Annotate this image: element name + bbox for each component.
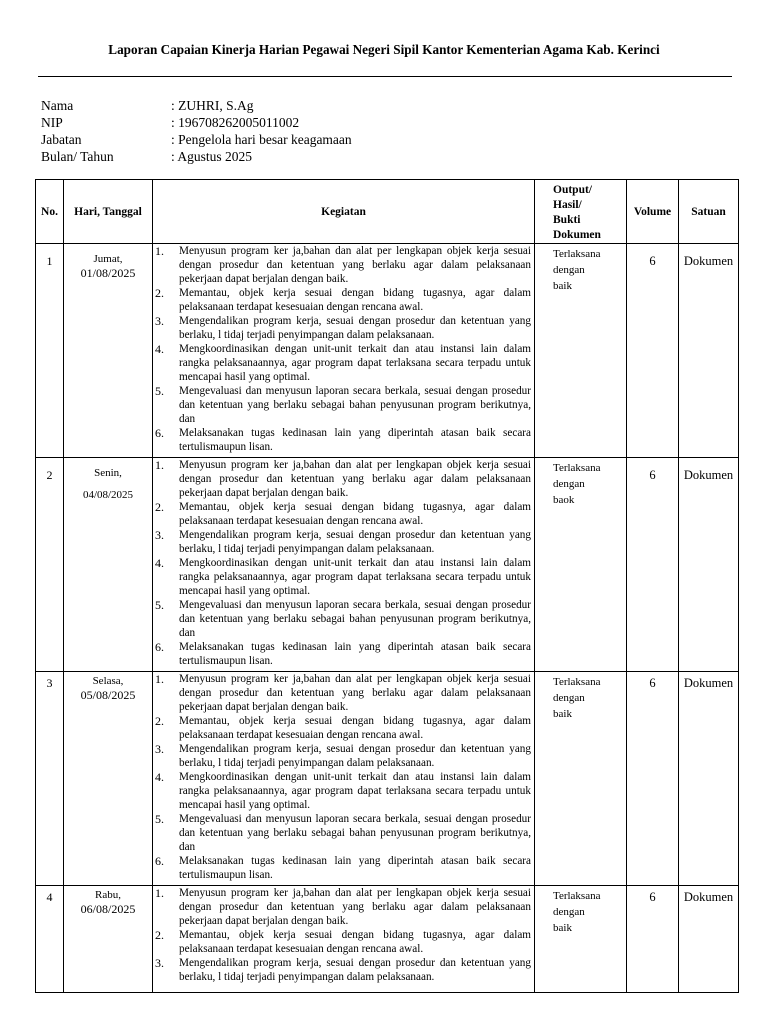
activity-item: 6. Melaksanakan tugas kedinasan lain yang diperintah atasan baik secara tertulismaupun lisan. [155, 426, 531, 453]
header-output-line: Output/ [553, 184, 592, 196]
row-number: 3 [36, 672, 64, 886]
activity-item: 2. Memantau, objek kerja sesuai dengan bidang tugasnya, agar dalam pelaksanaan terdapat kesesuaian dengan rencana awal. [155, 286, 531, 313]
activity-item: 2. Memantau, objek kerja sesuai dengan bidang tugasnya, agar dalam pelaksanaan terdapat kesesuaian dengan rencana awal. [155, 714, 531, 741]
activity-item: 2. Memantau, objek kerja sesuai dengan bidang tugasnya, agar dalam pelaksanaan terdapat kesesuaian dengan rencana awal. [155, 500, 531, 527]
output-line: baok [553, 494, 575, 506]
activity-item: 4. Mengkoordinasikan dengan unit-unit terkait dan atau instansi lain dalam rangka pelaksanaannya, agar program dapat terlaksana secara terpadu untuk mencapai hasil yang optimal. [155, 342, 531, 383]
activity-table [35, 179, 739, 993]
row-satuan: Dokumen [679, 672, 739, 886]
row-activities [153, 458, 535, 672]
info-label: Nama [41, 98, 74, 113]
row-activities [153, 886, 535, 993]
output-line: baik [553, 280, 572, 292]
activity-item: 1. Menyusun program ker ja,bahan dan alat per lengkapan objek kerja sesuai dengan prosedur dan ketentuan yang berlaku agar dalam pelaksanaan pekerjaan dapat berjalan dengan baik. [155, 672, 531, 713]
output-line: baik [553, 922, 572, 934]
row-activities [153, 672, 535, 886]
table-row [36, 672, 739, 886]
row-number: 1 [36, 244, 64, 458]
info-row-bulan-tahun [41, 148, 352, 165]
row-activities [153, 244, 535, 458]
table-row [36, 244, 739, 458]
info-label: NIP [41, 115, 63, 130]
info-value: : 196708262005011002 [171, 115, 300, 130]
row-day-date [64, 886, 153, 993]
row-day-date [64, 672, 153, 886]
header-output-line: Hasil/ [553, 199, 582, 211]
activity-item: 6. Melaksanakan tugas kedinasan lain yang diperintah atasan baik secara tertulismaupun lisan. [155, 854, 531, 881]
row-day-date [64, 244, 153, 458]
activity-item: 3. Mengendalikan program kerja, sesuai dengan prosedur dan ketentuan yang berlaku, l tidaj terjadi penyimpangan dalam pelaksanaan. [155, 742, 531, 769]
report-title: Laporan Capaian Kinerja Harian Pegawai Negeri Sipil Kantor Kementerian Agama Kab. Kerinci [108, 42, 660, 57]
activity-item: 4. Mengkoordinasikan dengan unit-unit terkait dan atau instansi lain dalam rangka pelaksanaannya, agar program dapat terlaksana secara terpadu untuk mencapai hasil yang optimal. [155, 770, 531, 811]
row-day: Senin, [94, 467, 122, 479]
output-line: Terlaksana [553, 890, 601, 902]
output-line: Terlaksana [553, 676, 601, 688]
info-label: Bulan/ Tahun [41, 149, 114, 164]
activity-item: 1. Menyusun program ker ja,bahan dan alat per lengkapan objek kerja sesuai dengan prosedur dan ketentuan yang berlaku agar dalam pelaksanaan pekerjaan dapat berjalan dengan baik. [155, 458, 531, 499]
employee-info [41, 97, 352, 165]
row-date: 06/08/2025 [80, 902, 136, 916]
output-line: Terlaksana [553, 462, 601, 474]
header-output [535, 180, 627, 244]
activity-item: 3. Mengendalikan program kerja, sesuai dengan prosedur dan ketentuan yang berlaku, l tidaj terjadi penyimpangan dalam pelaksanaan. [155, 956, 531, 983]
info-value: : Agustus 2025 [171, 149, 253, 164]
info-row-nama [41, 97, 352, 114]
row-output [535, 886, 627, 993]
output-line: dengan [553, 692, 585, 704]
row-output [535, 244, 627, 458]
row-volume: 6 [627, 886, 679, 993]
info-value: : Pengelola hari besar keagamaan [171, 132, 352, 147]
activity-item: 2. Memantau, objek kerja sesuai dengan bidang tugasnya, agar dalam pelaksanaan terdapat kesesuaian dengan rencana awal. [155, 928, 531, 955]
row-volume: 6 [627, 244, 679, 458]
row-day-date [64, 458, 153, 672]
activity-item: 5. Mengevaluasi dan menyusun laporan secara berkala, sesuai dengan prosedur dan ketentuan yang berlaku sebagai bahan penyusunan program berikutnya, dan [155, 812, 531, 853]
output-line: dengan [553, 264, 585, 276]
row-date: 01/08/2025 [80, 266, 136, 280]
info-label: Jabatan [41, 132, 82, 147]
row-satuan: Dokumen [679, 244, 739, 458]
activity-item: 6. Melaksanakan tugas kedinasan lain yang diperintah atasan baik secara tertulismaupun lisan. [155, 640, 531, 667]
title-divider [38, 76, 732, 77]
row-day: Jumat, [93, 253, 123, 265]
header-kegiatan: Kegiatan [153, 180, 535, 244]
activity-item: 1. Menyusun program ker ja,bahan dan alat per lengkapan objek kerja sesuai dengan prosedur dan ketentuan yang berlaku agar dalam pelaksanaan pekerjaan dapat berjalan dengan baik. [155, 244, 531, 285]
row-satuan: Dokumen [679, 886, 739, 993]
activity-item: 3. Mengendalikan program kerja, sesuai dengan prosedur dan ketentuan yang berlaku, l tidaj terjadi penyimpangan dalam pelaksanaan. [155, 528, 531, 555]
row-output [535, 458, 627, 672]
table-row [36, 886, 739, 993]
row-volume: 6 [627, 458, 679, 672]
header-output-line: Bukti [553, 214, 581, 226]
row-day: Rabu, [95, 889, 121, 901]
info-value: : ZUHRI, S.Ag [171, 98, 254, 113]
row-volume: 6 [627, 672, 679, 886]
header-no: No. [36, 180, 64, 244]
activity-item: 5. Mengevaluasi dan menyusun laporan secara berkala, sesuai dengan prosedur dan ketentuan yang berlaku sebagai bahan penyusunan program berikutnya, dan [155, 598, 531, 639]
row-number: 4 [36, 886, 64, 993]
header-hari-tanggal: Hari, Tanggal [64, 180, 153, 244]
activity-item: 5. Mengevaluasi dan menyusun laporan secara berkala, sesuai dengan prosedur dan ketentuan yang berlaku sebagai bahan penyusunan program berikutnya, dan [155, 384, 531, 425]
info-row-nip [41, 114, 352, 131]
table-header [36, 180, 739, 244]
output-line: dengan [553, 906, 585, 918]
row-output [535, 672, 627, 886]
header-volume: Volume [627, 180, 679, 244]
row-date: 05/08/2025 [80, 688, 136, 702]
row-day: Selasa, [92, 675, 124, 687]
row-satuan: Dokumen [679, 458, 739, 672]
row-number: 2 [36, 458, 64, 672]
output-line: baik [553, 708, 572, 720]
activity-item: 3. Mengendalikan program kerja, sesuai dengan prosedur dan ketentuan yang berlaku, l tidaj terjadi penyimpangan dalam pelaksanaan. [155, 314, 531, 341]
output-line: Terlaksana [553, 248, 601, 260]
row-date: 04/08/2025 [82, 489, 134, 501]
activity-item: 1. Menyusun program ker ja,bahan dan alat per lengkapan objek kerja sesuai dengan prosedur dan ketentuan yang berlaku agar dalam pelaksanaan pekerjaan dapat berjalan dengan baik. [155, 886, 531, 927]
info-row-jabatan [41, 131, 352, 148]
table-row [36, 458, 739, 672]
output-line: dengan [553, 478, 585, 490]
header-satuan: Satuan [679, 180, 739, 244]
activity-item: 4. Mengkoordinasikan dengan unit-unit terkait dan atau instansi lain dalam rangka pelaksanaannya, agar program dapat terlaksana secara terpadu untuk mencapai hasil yang optimal. [155, 556, 531, 597]
header-output-line: Dokumen [553, 229, 601, 241]
